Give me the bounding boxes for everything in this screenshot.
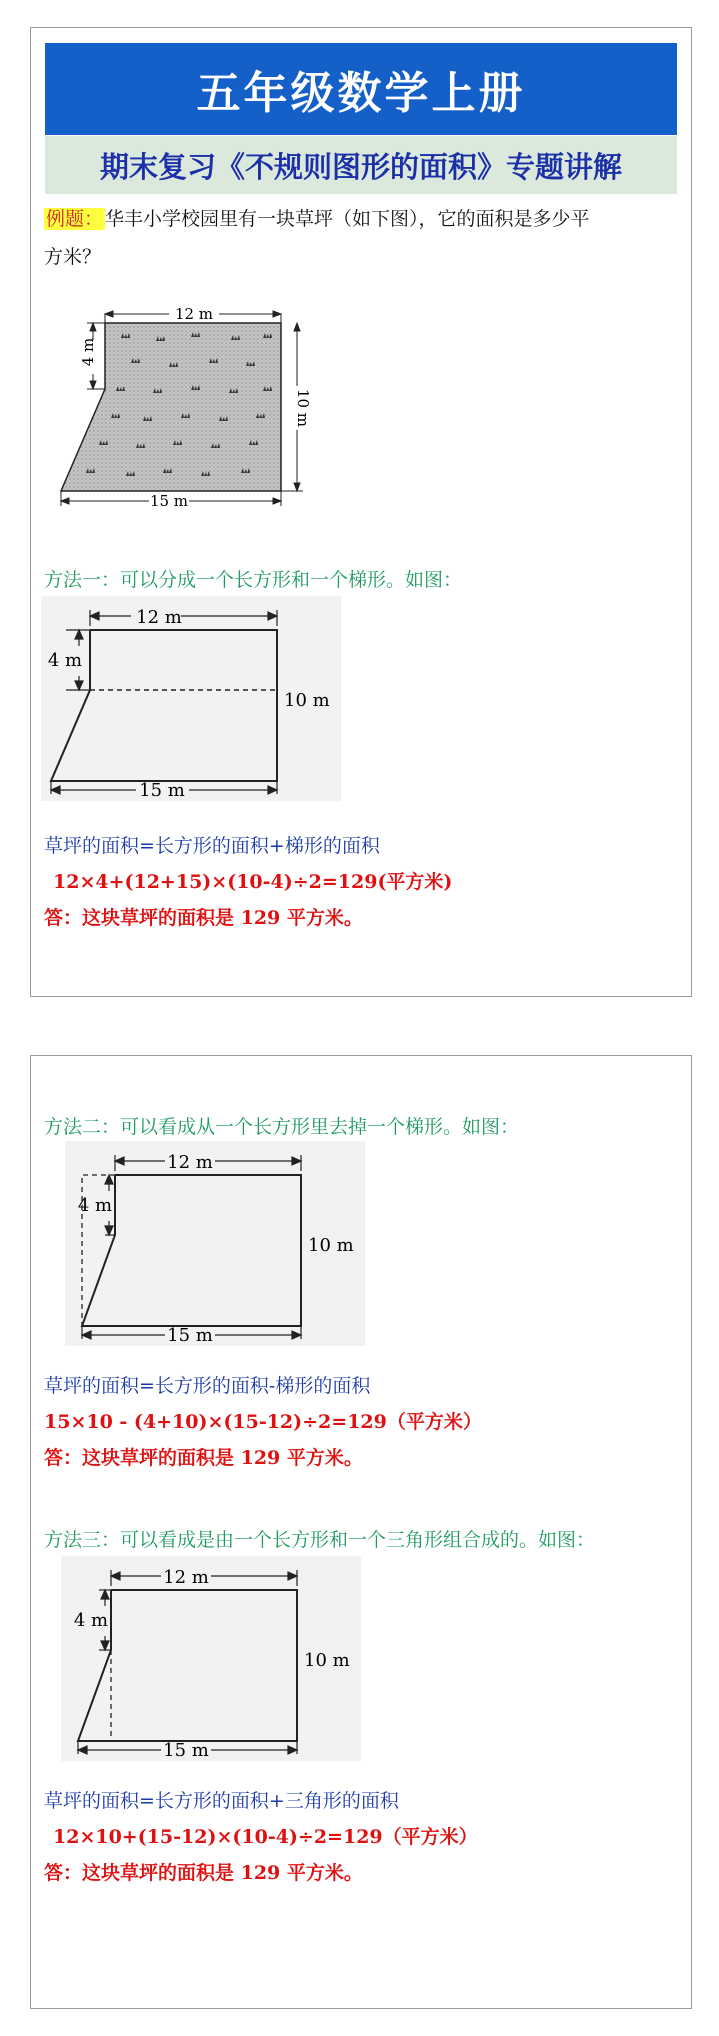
method-3-calc: 12×10+(15-12)×(10-4)÷2=129（平方米） bbox=[53, 1826, 478, 1848]
method-2-calc: 15×10 - (4+10)×(15-12)÷2=129（平方米） bbox=[44, 1411, 482, 1433]
example-tag: 例题： bbox=[46, 208, 104, 230]
dim-right-label: 10 m bbox=[284, 690, 330, 711]
method-3-figure bbox=[61, 1556, 361, 1761]
dim-right-label: 10 m bbox=[308, 1235, 354, 1256]
dim-right-label: 10 m bbox=[294, 388, 312, 428]
method-3-title: 方法三：可以看成是由一个长方形和一个三角形组合成的。如图： bbox=[44, 1529, 596, 1551]
dim-left-label: 4 m bbox=[47, 650, 83, 671]
dim-left-label: 4 m bbox=[77, 1195, 113, 1216]
example-question bbox=[44, 200, 684, 276]
method-1-formula: 草坪的面积=长方形的面积+梯形的面积 bbox=[44, 835, 380, 857]
dim-left-label: 4 m bbox=[79, 337, 97, 367]
dim-bottom-label: 15 m bbox=[139, 780, 185, 801]
method-1-answer: 答：这块草坪的面积是 129 平方米。 bbox=[44, 907, 363, 929]
page-title: 五年级数学上册 bbox=[45, 43, 677, 135]
page-subtitle: 期末复习《不规则图形的面积》专题讲解 bbox=[45, 136, 677, 194]
method-2-title: 方法二：可以看成从一个长方形里去掉一个梯形。如图： bbox=[44, 1116, 520, 1138]
dim-top-label: 12 m bbox=[136, 607, 182, 628]
method-3-formula: 草坪的面积=长方形的面积+三角形的面积 bbox=[44, 1790, 399, 1812]
worksheet-page-1 bbox=[30, 27, 692, 997]
method-3-answer: 答：这块草坪的面积是 129 平方米。 bbox=[44, 1862, 363, 1884]
method-2-formula: 草坪的面积=长方形的面积-梯形的面积 bbox=[44, 1375, 371, 1397]
method-2-answer: 答：这块草坪的面积是 129 平方米。 bbox=[44, 1447, 363, 1469]
method-1-figure bbox=[41, 596, 341, 801]
dim-top-label: 12 m bbox=[163, 1567, 209, 1588]
dim-top-label: 12 m bbox=[174, 305, 214, 323]
dim-top-label: 12 m bbox=[167, 1152, 213, 1173]
dim-right-label: 10 m bbox=[304, 1650, 350, 1671]
example-line-2: 方米？ bbox=[44, 246, 102, 268]
method-1-title: 方法一：可以分成一个长方形和一个梯形。如图： bbox=[44, 569, 463, 591]
dim-bottom-label: 15 m bbox=[163, 1740, 209, 1761]
dim-left-label: 4 m bbox=[73, 1610, 109, 1631]
dim-bottom-label: 15 m bbox=[167, 1325, 213, 1346]
method-2-figure bbox=[65, 1141, 365, 1346]
worksheet-page-2 bbox=[30, 1055, 692, 2009]
example-line-1: 华丰小学校园里有一块草坪（如下图），它的面积是多少平 bbox=[105, 208, 590, 230]
dim-bottom-label: 15 m bbox=[149, 492, 189, 510]
method-1-calc: 12×4+(12+15)×(10-4)÷2=129(平方米) bbox=[53, 871, 453, 893]
lawn-figure bbox=[41, 278, 341, 518]
